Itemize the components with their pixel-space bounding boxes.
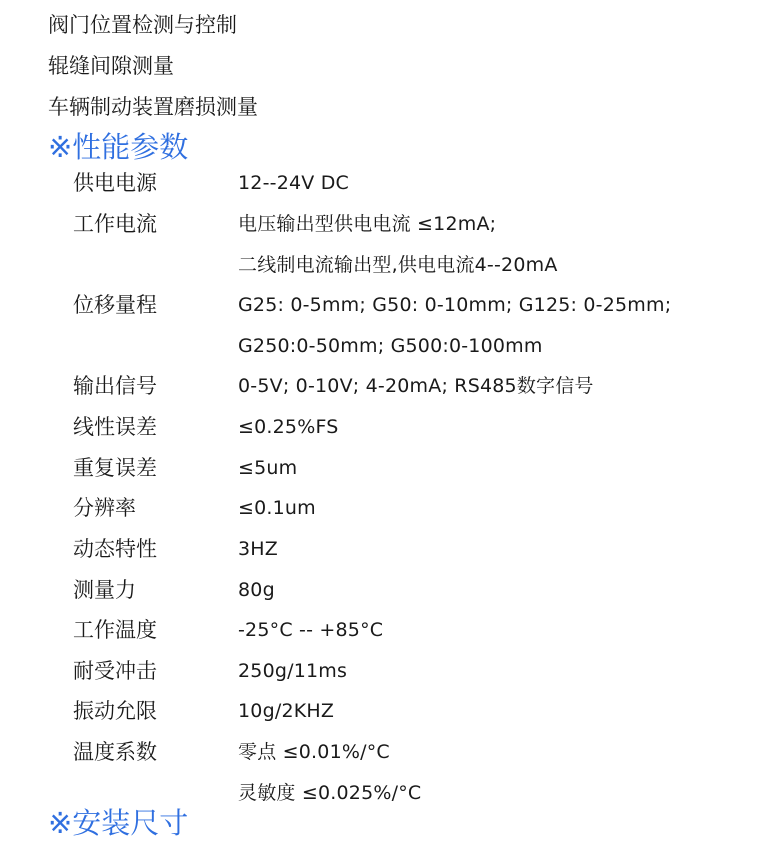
param-label-displacement-range: 位移量程 bbox=[73, 293, 157, 317]
param-value-repeatability-error: ≤5um bbox=[238, 457, 298, 479]
param-label-working-current: 工作电流 bbox=[73, 212, 157, 236]
param-value-temperature-coefficient-sensitivity: 灵敏度 ≤0.025%/°C bbox=[238, 782, 422, 804]
param-label-repeatability-error: 重复误差 bbox=[73, 456, 157, 480]
param-value-resolution: ≤0.1um bbox=[238, 497, 316, 519]
param-label-output-signal: 输出信号 bbox=[73, 374, 157, 398]
application-line: 阀门位置检测与控制 bbox=[48, 13, 237, 37]
params-section-title: ※性能参数 bbox=[48, 130, 189, 164]
param-value-shock-resistance: 250g/11ms bbox=[238, 660, 348, 682]
param-value-working-current-2: 二线制电流输出型,供电电流4--20mA bbox=[238, 254, 558, 276]
application-line: 车辆制动装置磨损测量 bbox=[48, 95, 258, 119]
param-value-power-supply: 12--24V DC bbox=[238, 172, 349, 194]
param-label-power-supply: 供电电源 bbox=[73, 171, 157, 195]
param-value-temperature-coefficient-zero: 零点 ≤0.01%/°C bbox=[238, 741, 390, 763]
param-label-linearity-error: 线性误差 bbox=[73, 415, 157, 439]
param-value-measuring-force: 80g bbox=[238, 579, 275, 601]
param-value-dynamic-response: 3HZ bbox=[238, 538, 278, 560]
param-value-operating-temperature: -25°C -- +85°C bbox=[238, 619, 384, 641]
application-line: 辊缝间隙测量 bbox=[48, 54, 174, 78]
param-label-vibration-limit: 振动允限 bbox=[73, 699, 157, 723]
param-value-displacement-range: G25: 0-5mm; G50: 0-10mm; G125: 0-25mm; bbox=[238, 294, 672, 316]
param-value-output-signal: 0-5V; 0-10V; 4-20mA; RS485数字信号 bbox=[238, 375, 594, 397]
param-label-shock-resistance: 耐受冲击 bbox=[73, 659, 157, 683]
param-value-working-current: 电压输出型供电电流 ≤12mA; bbox=[238, 213, 497, 235]
param-label-measuring-force: 测量力 bbox=[73, 578, 136, 602]
param-label-temperature-coefficient: 温度系数 bbox=[73, 740, 157, 764]
param-value-linearity-error: ≤0.25%FS bbox=[238, 416, 339, 438]
param-label-dynamic-response: 动态特性 bbox=[73, 537, 157, 561]
param-value-displacement-range-2: G250:0-50mm; G500:0-100mm bbox=[238, 335, 543, 357]
install-section-title: ※安装尺寸 bbox=[48, 806, 189, 840]
param-value-vibration-limit: 10g/2KHZ bbox=[238, 700, 335, 722]
param-label-operating-temperature: 工作温度 bbox=[73, 618, 157, 642]
param-label-resolution: 分辨率 bbox=[73, 496, 136, 520]
